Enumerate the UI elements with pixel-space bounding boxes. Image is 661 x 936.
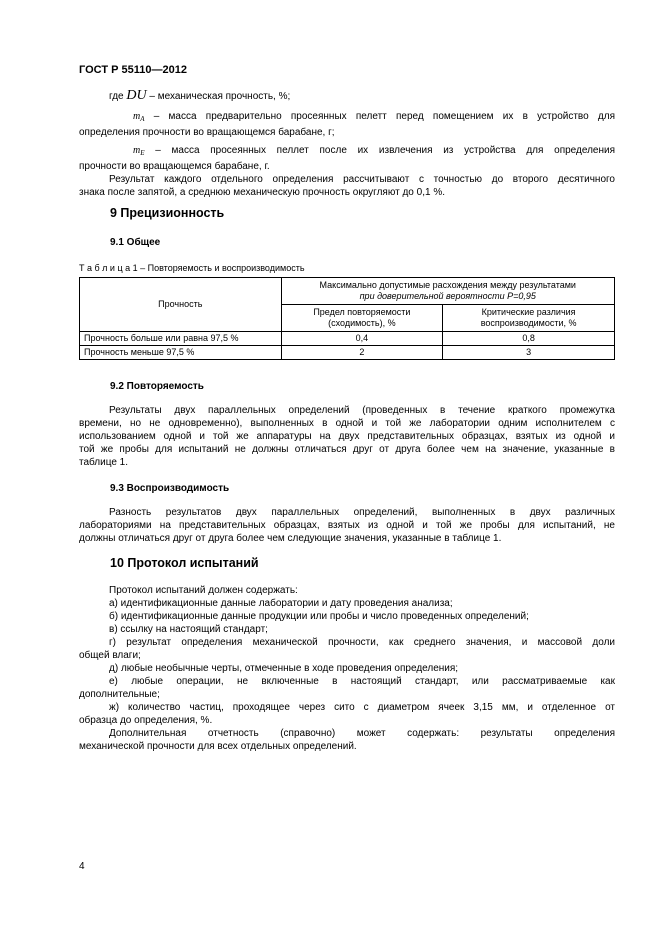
- s93-line: лабораториями на представительных образцах, взятых из одной и той же пробы для испытаний, не: [79, 520, 615, 531]
- legend-where: где: [109, 91, 124, 102]
- table-row: [80, 332, 615, 346]
- table-caption: Т а б л и ц а 1 – Повторяемость и воспроизводимость: [79, 263, 305, 273]
- section-9-1-title: 9.1 Общее: [110, 237, 161, 248]
- s92-line: времени, но не одновременно), выполненных в одной и той же лаборатории одним исполнителем с: [79, 418, 615, 429]
- section-9-3-title: 9.3 Воспроизводимость: [110, 483, 230, 494]
- ma-symbol: $m_A$: [133, 111, 145, 123]
- section-9-2-text: [79, 404, 615, 469]
- s92-line: той же пробы для испытаний не должны отличаться друг от друга более чем на значение, указанные в: [79, 444, 615, 455]
- protocol-item-zh: ж) количество частиц, проходящее через сито с диаметром ячеек 3,15 мм, и отделенное от: [109, 702, 615, 713]
- section-9-title: 9 Прецизионность: [110, 206, 225, 220]
- protocol-item-b: б) идентификационные данные продукции или пробы и число проведенных определений;: [109, 611, 529, 622]
- section-9-2-title: 9.2 Повторяемость: [110, 381, 204, 392]
- table-cell-crit: 3: [443, 346, 615, 360]
- section-10-title: 10 Протокол испытаний: [110, 556, 259, 570]
- table-cell-rep: 2: [281, 346, 443, 360]
- protocol-item-a: а) идентификационные данные лаборатории и дату проведения анализа;: [109, 598, 453, 609]
- protocol-item-zh-cont: образца до определения, %.: [79, 715, 213, 726]
- table-header-repeatability: Предел повторяемости (сходимость), %: [281, 305, 443, 332]
- protocol-item-e-cont: дополнительные;: [79, 689, 160, 700]
- table-cell-label: Прочность меньше 97,5 %: [80, 346, 282, 360]
- precision-table: [79, 277, 615, 360]
- s92-line: использованием одной и той же аппаратуры на двух представительных образцах, взятых из одной и: [79, 431, 615, 442]
- du-description: – механическая прочность, %;: [149, 91, 291, 102]
- protocol-item-e: е) любые операции, не включенные в настоящий стандарт, или рассматриваемые как: [109, 676, 615, 687]
- table-cell-rep: 0,4: [281, 332, 443, 346]
- document-header: ГОСТ Р 55110—2012: [79, 64, 187, 76]
- legend-du: [79, 89, 615, 104]
- section-9-3-text: [79, 506, 615, 545]
- protocol-extra: Дополнительная отчетность (справочно) может содержать: результаты определения: [109, 728, 615, 739]
- legend-ma-cont: определения прочности во вращающемся барабане, г;: [79, 127, 335, 138]
- protocol-item-v: в) ссылку на настоящий стандарт;: [109, 624, 268, 635]
- protocol-item-g: г) результат определения механической прочности, как среднего значения, и массовой доли: [109, 637, 615, 648]
- legend-me: [79, 144, 615, 160]
- result-line-2: знака после запятой, а среднюю механическую прочность округляют до 0,1 %.: [79, 187, 446, 198]
- table-header-reproducibility: Критические различия воспроизводимости, %: [443, 305, 615, 332]
- page-number: 4: [79, 861, 85, 872]
- legend-ma: [79, 110, 615, 126]
- s92-line: таблице 1.: [79, 457, 129, 468]
- s93-line: Разность результатов двух параллельных определений, выполненных в двух различных: [109, 507, 615, 518]
- protocol-item-d: д) любые необычные черты, отмеченные в ходе проведения определения;: [109, 663, 459, 674]
- legend-me-cont: прочности во вращающемся барабане, г.: [79, 161, 270, 172]
- formula-legend: [79, 89, 615, 199]
- table-cell-label: Прочность больше или равна 97,5 %: [80, 332, 282, 346]
- table-cell-crit: 0,8: [443, 332, 615, 346]
- protocol-intro: Протокол испытаний должен содержать:: [109, 585, 298, 596]
- me-symbol: $m_E$: [133, 145, 145, 157]
- table-header-group: Максимально допустимые расхождения между результатами при доверительной вероятности P=0,95: [281, 278, 614, 305]
- ma-description: – масса предварительно просеянных пелетт перед помещением их в устройство для: [153, 111, 615, 122]
- s93-line: должны отличаться друг от друга более чем следующие значения, указанные в таблице 1.: [79, 533, 502, 544]
- table-row: [80, 346, 615, 360]
- me-description: – масса просеянных пеллет после их извлечения из устройства для определения: [155, 145, 615, 156]
- s92-line: Результаты двух параллельных определений (проведенных в течение краткого промежутка: [109, 405, 615, 416]
- protocol-extra-cont: механической прочности для всех отдельных определений.: [79, 741, 357, 752]
- du-symbol: DU: [126, 88, 147, 103]
- result-line-1: Результат каждого отдельного определения рассчитывают с точностью до второго десятичного: [109, 174, 615, 185]
- table-header-strength: Прочность: [80, 278, 282, 332]
- section-10-text: [79, 584, 615, 753]
- protocol-item-g-cont: общей влаги;: [79, 650, 141, 661]
